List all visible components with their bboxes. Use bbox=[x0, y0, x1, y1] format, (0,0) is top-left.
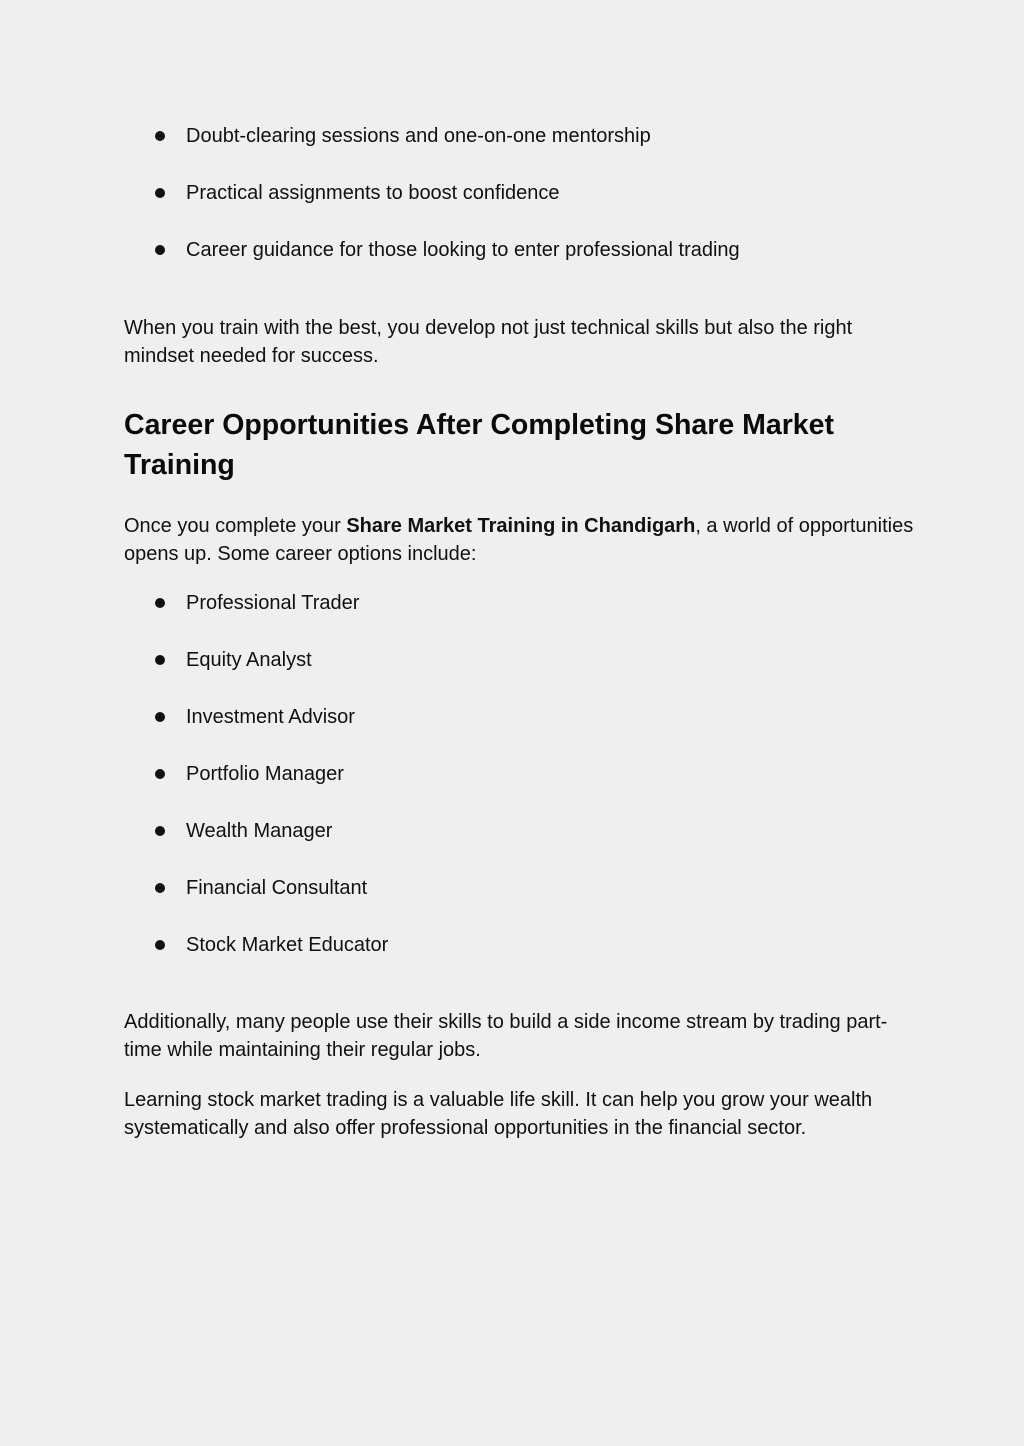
train-paragraph: When you train with the best, you develop not just technical skills but also the right mindset needed for success. bbox=[124, 317, 853, 367]
list-item bbox=[124, 179, 914, 207]
learning-paragraph: Learning stock market trading is a valuable life skill. It can help you grow your wealth systematically and also offer professional opportunities in the financial sector. bbox=[124, 1089, 873, 1139]
list-item-text: Professional Trader bbox=[186, 592, 360, 614]
bullet-icon bbox=[155, 131, 165, 141]
career-heading: Career Opportunities After Completing Share Market Training bbox=[124, 409, 834, 481]
list-item-text: Wealth Manager bbox=[186, 820, 333, 842]
list-item bbox=[124, 874, 914, 902]
additionally-paragraph: Additionally, many people use their skills to build a side income stream by trading part-time while maintaining their regular jobs. bbox=[124, 1011, 888, 1061]
careers-list bbox=[124, 589, 914, 959]
bullet-icon bbox=[155, 188, 165, 198]
list-item-text: Career guidance for those looking to enter professional trading bbox=[186, 239, 740, 261]
list-item-text: Financial Consultant bbox=[186, 877, 368, 899]
list-item bbox=[124, 646, 914, 674]
once-paragraph-bold: Share Market Training in Chandigarh bbox=[346, 515, 696, 537]
list-item-text: Investment Advisor bbox=[186, 706, 355, 728]
list-item-text: Practical assignments to boost confidence bbox=[186, 182, 560, 204]
once-paragraph bbox=[124, 512, 914, 568]
bullet-icon bbox=[155, 769, 165, 779]
features-list bbox=[124, 122, 914, 264]
bullet-icon bbox=[155, 712, 165, 722]
bullet-icon bbox=[155, 655, 165, 665]
list-item bbox=[124, 236, 914, 264]
list-item-text: Stock Market Educator bbox=[186, 934, 389, 956]
bullet-icon bbox=[155, 598, 165, 608]
list-item-text: Equity Analyst bbox=[186, 649, 312, 671]
list-item-text: Portfolio Manager bbox=[186, 763, 344, 785]
once-paragraph-suffix: , a world of opportunities opens up. Some career options include: bbox=[124, 515, 914, 565]
list-item bbox=[124, 760, 914, 788]
document-content bbox=[124, 0, 914, 1142]
bullet-icon bbox=[155, 826, 165, 836]
list-item bbox=[124, 589, 914, 617]
once-paragraph-prefix: Once you complete your bbox=[124, 515, 347, 537]
bullet-icon bbox=[155, 883, 165, 893]
list-item bbox=[124, 122, 914, 150]
list-item-text: Doubt-clearing sessions and one-on-one mentorship bbox=[186, 125, 651, 147]
bullet-icon bbox=[155, 245, 165, 255]
list-item bbox=[124, 931, 914, 959]
list-item bbox=[124, 703, 914, 731]
list-item bbox=[124, 817, 914, 845]
bullet-icon bbox=[155, 940, 165, 950]
